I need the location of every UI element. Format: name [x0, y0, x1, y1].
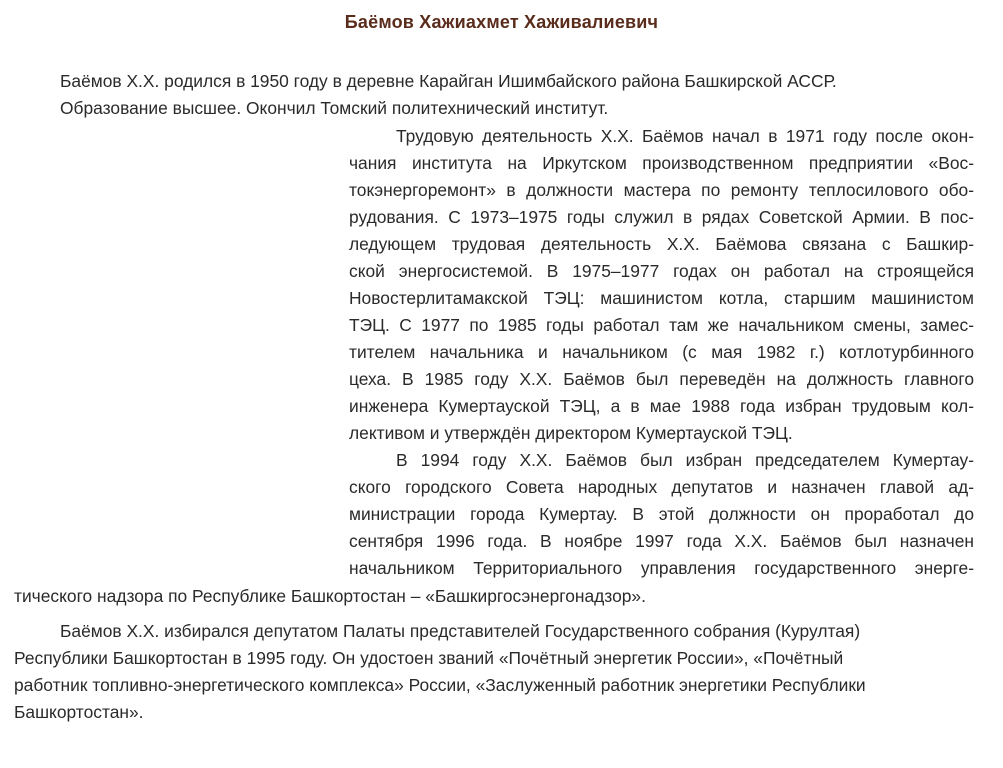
text-line: цеха. В 1985 году Х.Х. Баёмов был переведён на должность главного: [349, 369, 974, 389]
text-line: Республики Башкортостан в 1995 году. Он удостоен званий «Почётный энергетик России», «Почётный: [14, 648, 844, 668]
text-line: инженера Кумертауской ТЭЦ, а в мае 1988 года избран трудовым кол-: [349, 396, 974, 416]
text-line: Образование высшее. Окончил Томский политехнический институт.: [60, 98, 609, 118]
text-line: тителем начальника и начальником (с мая 1982 г.) котлотурбинного: [349, 342, 974, 362]
text-line: ской энергосистемой. В 1975–1977 годах он работал на строящейся: [349, 261, 974, 281]
text-line: начальником Территориального управления государственного энерге-: [349, 558, 974, 578]
text-line: министрации города Кумертау. В этой должности он проработал до: [349, 504, 974, 524]
text-line: тического надзора по Республике Башкортостан – «Башкиргосэнергонадзор».: [14, 586, 646, 606]
text-line: ТЭЦ. С 1977 по 1985 годы работал там же начальником смены, замес-: [349, 315, 974, 335]
text-line: Баёмов Х.Х. избирался депутатом Палаты представителей Государственного собрания (Курултая): [60, 621, 861, 641]
text-line: Новостерлитамакской ТЭЦ: машинистом котла, старшим машинистом: [349, 288, 974, 308]
text-line: рудования. С 1973–1975 годы служил в рядах Советской Армии. В пос-: [349, 207, 974, 227]
text-line: работник топливно-энергетического комплекса» России, «Заслуженный работник энергетики Республики: [14, 675, 866, 695]
page-title: Баёмов Хажиахмет Хаживалиевич: [344, 12, 659, 32]
text-line: чания института на Иркутском производственном предприятии «Вос-: [349, 153, 974, 173]
text-line: Трудовую деятельность Х.Х. Баёмов начал в 1971 году после окон-: [396, 126, 974, 146]
text-line: Баёмов Х.Х. родился в 1950 году в деревне Карайган Ишимбайского района Башкирской АССР.: [60, 71, 837, 91]
text-line: лективом и утверждён директором Кумертауской ТЭЦ.: [349, 423, 793, 443]
text-line: ского городского Совета народных депутатов и назначен главой ад-: [349, 477, 974, 497]
text-line: В 1994 году Х.Х. Баёмов был избран председателем Кумертау-: [396, 450, 974, 470]
text-line: ледующем трудовая деятельность Х.Х. Баёмова связана с Башкир-: [349, 234, 974, 254]
text-line: токэнергоремонт» в должности мастера по ремонту теплосилового обо-: [349, 180, 974, 200]
text-line: Башкортостан».: [14, 702, 144, 722]
text-line: сентября 1996 года. В ноябре 1997 года Х.Х. Баёмов был назначен: [349, 531, 974, 551]
